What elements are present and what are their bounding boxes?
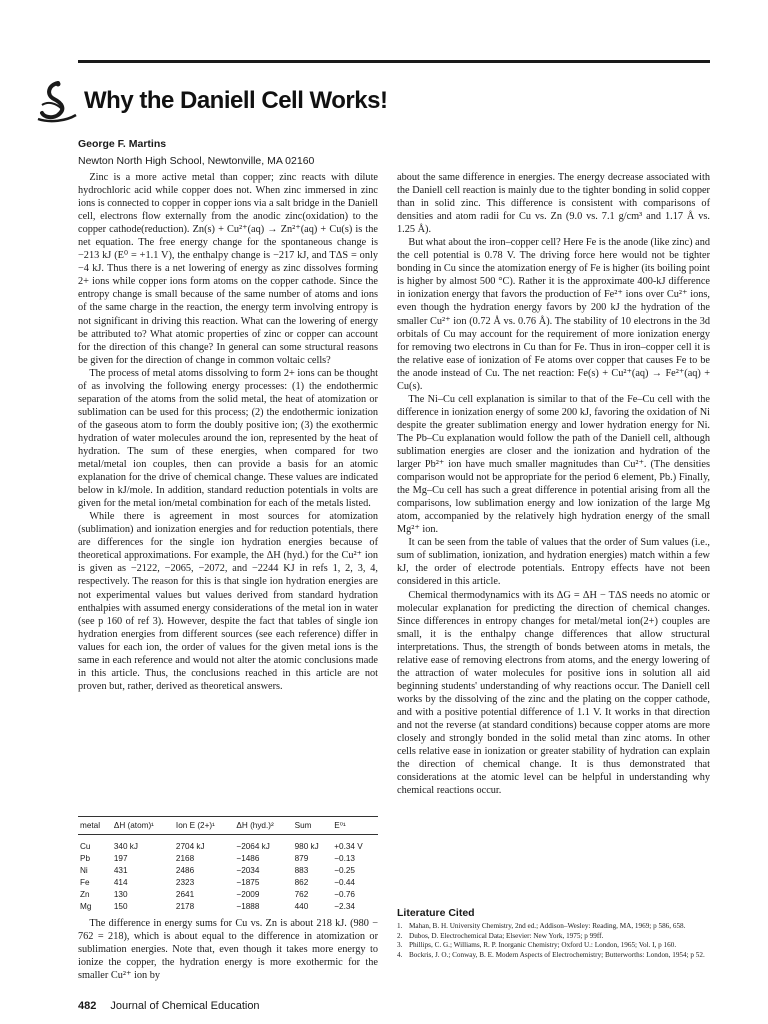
paragraph: The process of metal atoms dissolving to form 2+ ions can be thought of as involving the following energy processes: (1) the endothermic separation of the atoms from the solid metal, the heat of atomization or sublimation can be used for this process; (2) the endothermic ionization of the gaseous atom to form the doubly positive ion; (3) the exothermic hydration of water molecules around the ion, represented by the heat of hydration. The sum of these energies, when compared for two metal/metal ion couples, then can provide a basis for an atomic explanation for the drive of chemical change. These values are indicated below in kJ/mole. In addition, standard reduction potentials in volts are given for the metal ion/metal combination for each of the metals listed. (78, 367, 378, 510)
author-name: George F. Martins (78, 138, 167, 150)
table-cell: −2034 (236, 866, 260, 875)
table-cell: 150 (113, 902, 128, 911)
table-cell: −0.25 (334, 866, 355, 875)
page-number: 482 (78, 1000, 97, 1012)
paragraph: Chemical thermodynamics with its ΔG = ΔH − TΔS needs no atomic or molecular explanation for predicting the direction of chemical changes. Since differences in entropy changes for metal/metal ion(2+) couples are small, it is the enthalpy change differences that allow structural interpretations. Thus, the strength of bonds between atoms in metals, the relative ease of removing electrons from atoms, and the energy lowering of the attraction of water molecules for positive ions in solution all aid beginning students' understanding of why reactions occur. The Daniell cell works by the dissolving of the zinc and the plating on the copper cathode, and with a positive potential difference of 1.1 V. It works in that direction and not the reverse (at standard conditions) because copper atoms are more closely and strongly bonded in the solid metal than zinc atoms. In other cells relative ease in ionization or greater stability of hydration can explain the direction of chemical change. It is thus demonstrated that considerations at the atomic level can be helpful in understanding why chemical reactions occur. (397, 589, 710, 797)
table-row (78, 901, 378, 913)
reference-text: Mahan, B. H. University Chemistry, 2nd ed.; Addison–Wesley: Reading, MA, 1969; p 586, 658. (409, 922, 686, 930)
table-cell: −1888 (236, 902, 260, 911)
reference-text: Bockris, J. O.; Conway, B. E. Modern Aspects of Electrochemistry; Butterworths: London, 1954; p 52. (409, 950, 705, 959)
table-cell: 440 (294, 902, 309, 911)
reference-text: Phillips, C. G.; Williams, R. P. Inorganic Chemistry; Oxford U.: London, 1965; Vol. I, p 160. (409, 941, 677, 950)
table-cell: 340 kJ (113, 842, 138, 851)
table-row (78, 865, 378, 877)
table-header-cell: ΔH (hyd.)² (234, 817, 292, 835)
table-cell: Cu (80, 842, 91, 851)
table-header-row (78, 817, 378, 835)
table-cell: −0.76 (334, 890, 355, 899)
journal-logo-icon (36, 79, 78, 123)
paragraph: The difference in energy sums for Cu vs. Zn is about 218 kJ. (980 − 762 = 218), which is about equal to the difference in atomization or sublimation energies. Note that, even though it takes more energy to ionize the copper, the hydration energy is more exothermic for the smaller Cu²⁺ ion by (78, 918, 378, 982)
energy-table (78, 816, 378, 913)
table-header-cell: Ion E (2+)¹ (174, 817, 234, 835)
page-footer (78, 1000, 260, 1012)
table-row (78, 853, 378, 865)
table-cell: −2064 kJ (236, 842, 270, 851)
reference-item (397, 922, 710, 932)
table-header-cell: metal (78, 817, 112, 835)
table-row (78, 835, 378, 853)
article-header (36, 76, 387, 126)
table-cell: Fe (80, 878, 90, 887)
table-header-cell: Sum (293, 817, 333, 835)
table-cell: −2009 (236, 890, 260, 899)
table-cell: −1486 (236, 854, 260, 863)
table-row (78, 877, 378, 889)
byline (78, 136, 314, 170)
table-row (78, 889, 378, 901)
table-header-cell: ΔH (atom)¹ (112, 817, 174, 835)
table-cell: Zn (80, 890, 90, 899)
paragraph: While there is agreement in most sources for atomization (sublimation) and ionization energies and for reduction potentials, there are differences for the single ion hydration energies because of theoretical approximations. For example, the ΔH (hyd.) for the Cu²⁺ ion is given as −2122, −2065, −2072, and −2244 KJ in refs 1, 2, 3, 4, respectively. The reason for this is that single ion hydration energies are not experimental values but values derived from standard hydration enthalpies with assumed energy considerations of the metal ion in water (see p 160 of ref 3). However, despite the fact that tables of single ion hydration energies from different sources (see each reference) differ in values for each ion, the order of values for the given metal ions is the same in each reference and would not alter the atomic conclusions made in this article. Thus, the conclusions reached in this article are not proven but, rather, derived as theoretical answers. (78, 511, 378, 692)
reference-number: 2. (397, 931, 403, 940)
reference-number: 1. (397, 922, 403, 930)
journal-name: Journal of Chemical Education (110, 1000, 260, 1012)
table-cell: 2178 (175, 902, 195, 911)
table-cell: 414 (113, 878, 128, 887)
paragraph: about the same difference in energies. The energy decrease associated with the Daniell cell reaction is mainly due to the tighter bonding in solid copper than in solid zinc. This difference is consistent with comparisons of densities and atom radii for Cu vs. Zn (9.0 vs. 7.1 g/cm³ and 1.17 Å vs. 1.25 Å). (397, 172, 710, 236)
table-cell: 431 (113, 866, 128, 875)
paragraph: Zinc is a more active metal than copper; zinc reacts with dilute hydrochloric acid while copper does not. When zinc immersed in zinc ions is connected to copper in copper ions via a salt bridge in the Daniell cell, electrons flow externally from the anodic zinc(oxidation) to the copper cathode(reduction). Zn(s) + Cu²⁺(aq) → Zn²⁺(aq) + Cu(s) is the net equation. The free energy change for the spontaneous change is −213 kJ (E⁰ = +1.1 V), the enthalpy change is −217 kJ, and TΔS = only −4 kJ. Thus there is a net lowering of energy as zinc dissolves forming 2+ ions while copper ions form atoms on the copper cathode. Since the entropy change is small because of the same number of atoms and ions of the same charge in the reaction, the energy term involving entropy is not significant in driving this reaction. What can the lowering of energy be attributed to? What atomic properties of zinc or copper can account for the direction of this change? In general can some structural reasons be given for the direction of change in common voltaic cells? (78, 172, 378, 366)
table-cell: 130 (113, 890, 128, 899)
table-cell: 883 (294, 866, 309, 875)
table-cell: −0.44 (334, 878, 355, 887)
table-cell: 980 kJ (294, 842, 319, 851)
left-column-continued (78, 917, 378, 982)
table-cell: 2704 kJ (175, 842, 205, 851)
reference-item (397, 951, 710, 961)
table-cell: 2323 (175, 878, 195, 887)
table-cell: −0.13 (334, 854, 355, 863)
paragraph: It can be seen from the table of values that the order of Sum values (i.e., sum of sublimation, ionization, and hydration energies) match within a few kJ, the order of electrode potentials. Entropy effects have not been considered in this article. (397, 537, 710, 588)
table-cell: 862 (294, 878, 309, 887)
table-cell: −2.34 (334, 902, 355, 911)
paragraph: But what about the iron–copper cell? Here Fe is the anode (like zinc) and the cell potential is 0.78 V. The driving force here would not be tighter bonding in Cu since the atomization energy of Fe is higher (its boiling point is higher by almost 500 °C). Rather it is the approximate 400-kJ difference in ionization energy that favors the production of Fe²⁺ ions over Cu²⁺ ions, even though the hydration energy favors by 200 kJ the hydration of the smaller Cu²⁺ ion (0.72 Å vs. 0.76 Å). The stability of 10 electrons in the 3d orbitals of Cu may account for the requirement of more ionization energy for removing two electrons in Cu than for Fe. Thus in iron–copper cell it is the relative ease of ionization of Fe atoms over copper that causes Fe to be the anode instead of Cu. The net reaction: Fe(s) + Cu²⁺(aq) → Fe²⁺(aq) + Cu(s). (397, 237, 710, 392)
table-header-cell: E⁰¹ (332, 817, 378, 835)
paragraph: The Ni–Cu cell explanation is similar to that of the Fe–Cu cell with the difference in ionization energy of some 200 kJ, favoring the oxidation of Ni despite the greater sublimation energy and lower hydration energy for Ni. The Pb–Cu explanation would follow the path of the Daniell cell, although sublimation energies are closer and the ionization and hydration of the larger Pb²⁺ ion have much smaller magnitudes than Cu²⁺. (The densities comparison would not be appropriate for the period 6 element, Pb.) Finally, the Mg–Cu cell has such a great difference in potential arising from all the comparisons, low sublimation energy and low ionization of the large Mg atom, accompanied by the relatively high hydration energy of the small Mg²⁺ ion. (397, 393, 710, 536)
reference-item (397, 932, 710, 942)
table-cell: 762 (294, 890, 309, 899)
right-column (397, 171, 710, 797)
author-affiliation: Newton North High School, Newtonville, MA 02160 (78, 155, 315, 167)
article-title: Why the Daniell Cell Works! (84, 87, 388, 114)
left-column (78, 171, 378, 693)
table-cell: −1875 (236, 878, 260, 887)
table-cell: 2168 (175, 854, 195, 863)
reference-number: 3. (397, 941, 403, 950)
reference-list (397, 922, 710, 960)
table-cell: 197 (113, 854, 128, 863)
table-cell: 2641 (175, 890, 195, 899)
table-cell: Ni (80, 866, 88, 875)
reference-number: 4. (397, 950, 403, 959)
top-rule (78, 60, 710, 63)
reference-item (397, 941, 710, 951)
table-cell: 2486 (175, 866, 195, 875)
table-cell: Pb (80, 854, 91, 863)
literature-heading: Literature Cited (397, 907, 475, 919)
table-cell: 879 (294, 854, 309, 863)
table-cell: +0.34 V (334, 842, 363, 851)
reference-text: Dubos, D. Electrochemical Data; Elsevier: New York, 1975; p 99ff. (409, 931, 604, 940)
table-cell: Mg (80, 902, 92, 911)
